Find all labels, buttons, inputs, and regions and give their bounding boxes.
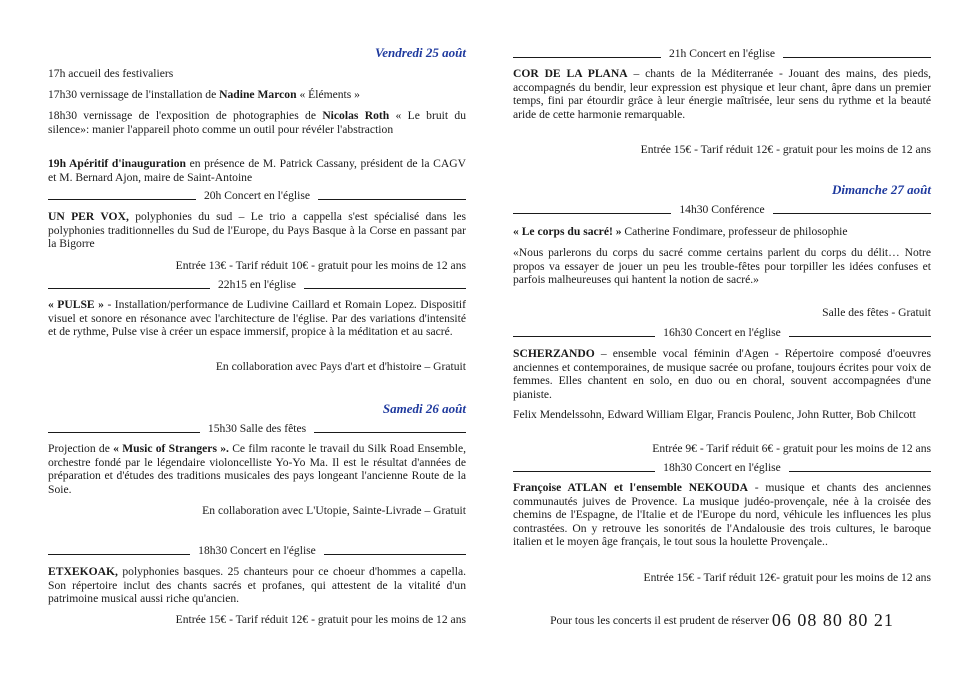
composer-list: Felix Mendelssohn, Edward William Elgar, Francis Poulenc, John Rutter, Bob Chilcott (513, 408, 916, 421)
ensemble-name: SCHERZANDO (513, 347, 595, 360)
concert-description: Françoise ATLAN et l'ensemble NEKOUDA - musique et chants des anciennes communautés juives de Provence. La musique judéo-provençale, née à la croisée des chemins de l'Espagne, de l'Italie et de l'Europe du nord, véhicule les influences les plus contrastées. On y retrouve les sonorités de l'Andalousie des trois cultures, le baroque italien et le moyen âge français, le tout sous la houlette Provençale.. (513, 481, 931, 549)
section-separator: 18h30 Concert en l'église (513, 461, 931, 474)
event-vernissage-installation: 17h30 vernissage de l'installation de Nadine Marcon « Éléments » (48, 88, 360, 101)
concert-description: UN PER VOX, polyphonies du sud – Le trio a cappella s'est spécialisé dans les polyphonies traditionnelles du Sud de l'Europe, du Pays Basque à la Corse en passant par la Bigorre (48, 210, 466, 251)
installation-description: « PULSE » - Installation/performance de Ludivine Caillard et Romain Lopez. Dispositif visuel et sonore en résonance avec l'architecture de l'église. Par des variations d'intensité et de rythme, Pulse vise à créer un espace immersif, propice à la méditation et au sacré. (48, 298, 466, 339)
concert-description: ETXEKOAK, polyphonies basques. 25 chanteurs pour ce choeur d'hommes a capella. Son répertoire inclut des chants sacrés et profanes, qui attestent de la vitalité d'un patrimoine musical aussi riche qu'ancien. (48, 565, 466, 606)
section-separator: 22h15 en l'église (48, 278, 466, 291)
ticket-price: Entrée 15€ - Tarif réduit 12€- gratuit pour les moins de 12 ans (643, 571, 931, 584)
film-description: Projection de « Music of Strangers ». Ce film raconte le travail du Silk Road Ensemble, orchestre fondé par le légendaire violoncelliste Yo-Yo Ma. Il est le résultat d'années de préparation et d'études des traditions musicales des pays longeant l'ancienne Route de la Soie. (48, 442, 466, 496)
conference-description: «Nous parlerons du corps du sacré comme certains parlent du corps du délit… Notre propos va essayer de jouer un peu les trouble-fêtes pour torpiller les idées confuses et parfois malheureuses qui hantent la notion de sacré.» (513, 246, 931, 287)
day-heading-friday: Vendredi 25 août (374, 45, 466, 60)
day-heading-sunday: Dimanche 27 août (832, 182, 931, 197)
artist-name: Nicolas Roth (322, 109, 390, 122)
section-separator: 20h Concert en l'église (48, 189, 466, 202)
event-aperitif: 19h Apéritif d'inauguration en présence de M. Patrick Cassany, président de la CAGV et M. Bernard Ajon, maire de Saint-Antoine (48, 157, 466, 184)
section-separator: 21h Concert en l'église (513, 47, 931, 60)
collaboration-note: En collaboration avec L'Utopie, Sainte-Livrade – Gratuit (202, 504, 466, 517)
ensemble-name: COR DE LA PLANA (513, 67, 628, 80)
section-separator: 15h30 Salle des fêtes (48, 422, 466, 435)
ensemble-name: UN PER VOX, (48, 210, 129, 223)
venue-note: Salle des fêtes - Gratuit (822, 306, 931, 319)
work-name: « PULSE » (48, 298, 104, 311)
ticket-price: Entrée 15€ - Tarif réduit 12€ - gratuit pour les moins de 12 ans (175, 613, 466, 626)
ticket-price: Entrée 15€ - Tarif réduit 12€ - gratuit pour les moins de 12 ans (640, 143, 931, 156)
section-separator: 14h30 Conférence (513, 203, 931, 216)
ticket-price: Entrée 13€ - Tarif réduit 10€ - gratuit pour les moins de 12 ans (175, 259, 466, 272)
film-title: « Music of Strangers ». (113, 442, 229, 455)
section-separator: 18h30 Concert en l'église (48, 544, 466, 557)
event-welcome: 17h accueil des festivaliers (48, 67, 174, 80)
day-heading-saturday: Samedi 26 août (382, 401, 466, 416)
reservation-footer: Pour tous les concerts il est prudent de réserver 06 08 80 80 21 (550, 610, 894, 630)
ticket-price: Entrée 9€ - Tarif réduit 6€ - gratuit pour les moins de 12 ans (652, 442, 931, 455)
conference-title: « Le corps du sacré! » Catherine Fondimare, professeur de philosophie (513, 225, 848, 238)
concert-description: SCHERZANDO – ensemble vocal féminin d'Agen - Répertoire composé d'oeuvres anciennes et contemporaines, de musique sacrée ou profane, toujours écrites pour voix de femmes. Elles chantent en solo, en duo ou en choral, souvent accompagnées d'une pianiste. (513, 347, 931, 401)
ensemble-name: ETXEKOAK, (48, 565, 118, 578)
collaboration-note: En collaboration avec Pays d'art et d'histoire – Gratuit (215, 360, 466, 373)
phone-number[interactable]: 06 08 80 80 21 (771, 610, 894, 630)
event-vernissage-photo: 18h30 vernissage de l'exposition de photographies de Nicolas Roth « Le bruit du silence»: manier l'appareil photo comme un outil pour révéler l'abstraction (48, 109, 466, 136)
ensemble-name: Françoise ATLAN et l'ensemble NEKOUDA (513, 481, 748, 494)
section-separator: 16h30 Concert en l'église (513, 326, 931, 339)
artist-name: Nadine Marcon (219, 88, 297, 101)
concert-description: COR DE LA PLANA – chants de la Méditerranée - Jouant des mains, des pieds, accompagnés du bendir, leur expression est physique et leur chant, âpre dans un premier temps, fini par étourdir grâce à leur énergie maîtrisée, leur sens du rythme et la beauté aride de cette harmonie remarquable. (513, 67, 931, 121)
